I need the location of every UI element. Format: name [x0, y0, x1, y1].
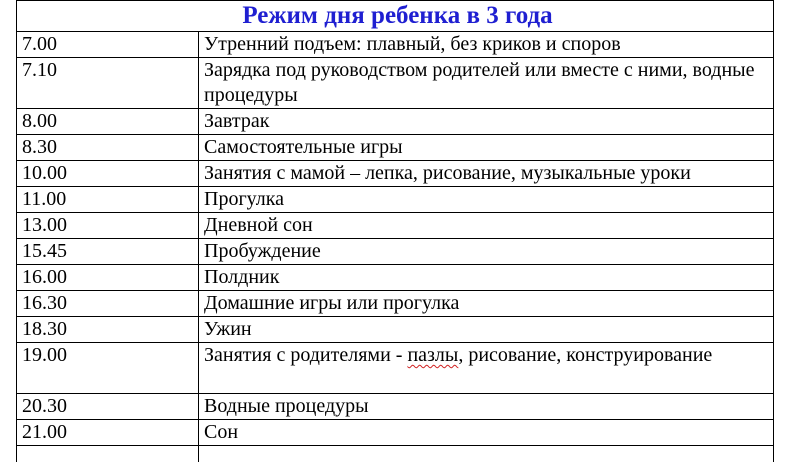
activity-cell [199, 239, 774, 265]
activity-text: Занятия с мамой – лепка, рисование, музыкальные уроки [204, 162, 691, 184]
activity-text: Ужин [204, 318, 252, 340]
table-row [17, 213, 774, 239]
title-cell [17, 1, 774, 32]
time-value: 16.00 [22, 266, 67, 288]
activity-cell [199, 161, 774, 187]
table-row [17, 343, 774, 394]
activity-cell [199, 187, 774, 213]
activity-cell [199, 32, 774, 58]
time-value: 16.30 [22, 292, 67, 314]
table-row [17, 161, 774, 187]
table-row [17, 187, 774, 213]
time-value: 15.45 [22, 240, 67, 262]
time-cell [17, 317, 199, 343]
time-cell [17, 109, 199, 135]
activity-text: Завтрак [204, 110, 270, 132]
time-cell [17, 213, 199, 239]
activity-text: Сон [204, 421, 239, 443]
activity-text: Полдник [204, 266, 280, 288]
empty-table-row [17, 446, 774, 463]
time-value: 20.30 [22, 395, 67, 417]
time-value: 7.10 [22, 59, 57, 81]
table-title: Режим дня ребенка в 3 года [242, 2, 553, 29]
time-value: 11.00 [22, 188, 67, 210]
table-row [17, 394, 774, 420]
activity-text: Прогулка [204, 188, 285, 210]
title-row [17, 1, 774, 32]
spellcheck-flagged-word: пазлы [407, 344, 459, 366]
time-value: 8.30 [22, 136, 57, 158]
activity-text: Пробуждение [204, 240, 321, 262]
time-cell [17, 58, 199, 109]
activity-cell [199, 317, 774, 343]
time-cell [17, 187, 199, 213]
time-value: 21.00 [22, 421, 67, 443]
activity-cell [199, 135, 774, 161]
table-row [17, 265, 774, 291]
activity-text-part: Занятия с родителями - [204, 344, 408, 366]
activity-cell [199, 213, 774, 239]
time-cell [17, 394, 199, 420]
activity-text [204, 343, 773, 368]
table-row [17, 420, 774, 446]
time-cell [17, 291, 199, 317]
empty-cell [199, 446, 774, 463]
time-cell [17, 135, 199, 161]
activity-text: Домашние игры или прогулка [204, 292, 460, 314]
activity-text: Утренний подъем: плавный, без криков и споров [204, 33, 621, 55]
table-row [17, 239, 774, 265]
table-row [17, 32, 774, 58]
time-value: 18.30 [22, 318, 67, 340]
time-cell [17, 420, 199, 446]
time-cell [17, 239, 199, 265]
activity-text: Самостоятельные игры [204, 136, 403, 158]
table-row [17, 291, 774, 317]
table-row [17, 109, 774, 135]
table-row [17, 135, 774, 161]
activity-cell [199, 394, 774, 420]
activity-cell [199, 420, 774, 446]
table-row [17, 58, 774, 109]
time-value: 7.00 [22, 33, 57, 55]
activity-cell [199, 343, 774, 394]
time-cell [17, 265, 199, 291]
time-cell [17, 32, 199, 58]
schedule-table [16, 0, 774, 462]
activity-cell [199, 109, 774, 135]
activity-text: Водные процедуры [204, 395, 369, 417]
time-cell [17, 343, 199, 394]
activity-cell [199, 265, 774, 291]
activity-cell [199, 291, 774, 317]
time-value: 8.00 [22, 110, 57, 132]
time-value: 10.00 [22, 162, 67, 184]
activity-text-part: , рисование, конструирование [458, 344, 713, 366]
activity-cell [199, 58, 774, 109]
table-row [17, 317, 774, 343]
activity-text: Зарядка под руководством родителей или вместе с ними, водные процедуры [204, 59, 755, 106]
empty-cell [17, 446, 199, 463]
activity-text: Дневной сон [204, 214, 313, 236]
time-value: 19.00 [22, 344, 67, 366]
time-cell [17, 161, 199, 187]
time-value: 13.00 [22, 214, 67, 236]
